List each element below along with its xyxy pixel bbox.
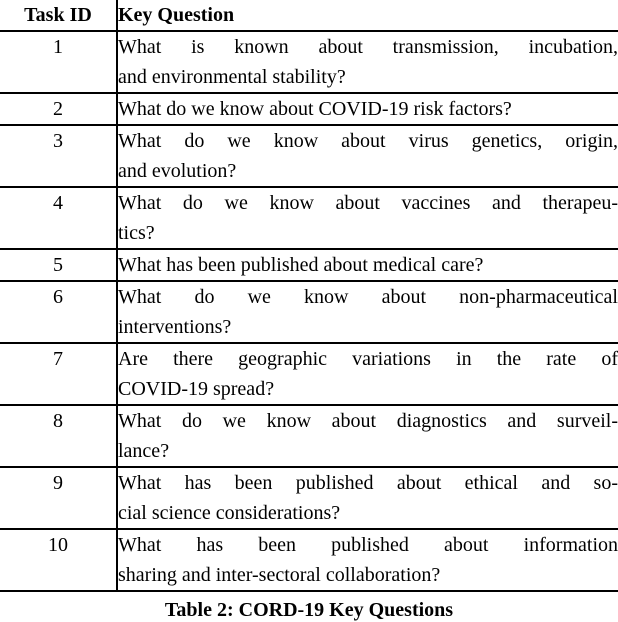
question-cell: [117, 125, 618, 187]
task-id-cell: 3: [0, 125, 117, 187]
column-header-task-id: Task ID: [0, 0, 117, 31]
table-row: [0, 249, 618, 281]
question-line: What has been published about medical care?: [118, 254, 484, 276]
column-header-key-question: Key Question: [118, 4, 235, 26]
question-line: What do we know about virus genetics, origin,: [118, 130, 618, 152]
question-line: Are there geographic variations in the rate of: [118, 348, 618, 370]
question-line: What do we know about diagnostics and surveil-: [118, 410, 618, 432]
task-id-cell: 10: [0, 529, 117, 591]
question-cell: [117, 405, 618, 467]
question-cell: [117, 343, 618, 405]
question-cell: [117, 281, 618, 343]
table-row: [0, 281, 618, 343]
question-cell: [117, 249, 618, 281]
task-id-cell: 7: [0, 343, 117, 405]
question-cell: [117, 467, 618, 529]
question-line: What has been published about ethical and so-: [118, 472, 618, 494]
task-id-cell: 1: [0, 31, 117, 93]
table-row: [0, 31, 618, 93]
question-cell: [117, 93, 618, 125]
question-line: lance?: [118, 440, 170, 462]
question-line: interventions?: [118, 316, 232, 338]
table-row: [0, 187, 618, 249]
question-line: and evolution?: [118, 160, 237, 182]
task-id-cell: 9: [0, 467, 117, 529]
task-id-cell: 6: [0, 281, 117, 343]
task-id-cell: 5: [0, 249, 117, 281]
question-line: sharing and inter-sectoral collaboration?: [118, 564, 441, 586]
question-line: tics?: [118, 222, 155, 244]
header-row: [0, 0, 618, 31]
question-line: and environmental stability?: [118, 66, 346, 88]
table-caption: Table 2: CORD-19 Key Questions: [164, 599, 454, 621]
table-body: [0, 31, 618, 591]
question-line: COVID-19 spread?: [118, 378, 275, 400]
table-row: [0, 93, 618, 125]
question-line: What do we know about non-pharmaceutical: [118, 286, 618, 308]
question-line: What is known about transmission, incubation,: [118, 36, 618, 58]
table-row: [0, 467, 618, 529]
question-line: What do we know about vaccines and therapeu-: [118, 192, 618, 214]
table-row: [0, 405, 618, 467]
question-line: What do we know about COVID-19 risk factors?: [118, 98, 512, 120]
question-cell: [117, 529, 618, 591]
table-header: [0, 0, 618, 31]
table-row: [0, 125, 618, 187]
question-line: What has been published about information: [118, 534, 618, 556]
table-row: [0, 343, 618, 405]
table-row: [0, 529, 618, 591]
question-cell: [117, 31, 618, 93]
task-id-cell: 8: [0, 405, 117, 467]
question-cell: [117, 187, 618, 249]
question-line: cial science considerations?: [118, 502, 341, 524]
task-id-cell: 2: [0, 93, 117, 125]
task-id-cell: 4: [0, 187, 117, 249]
